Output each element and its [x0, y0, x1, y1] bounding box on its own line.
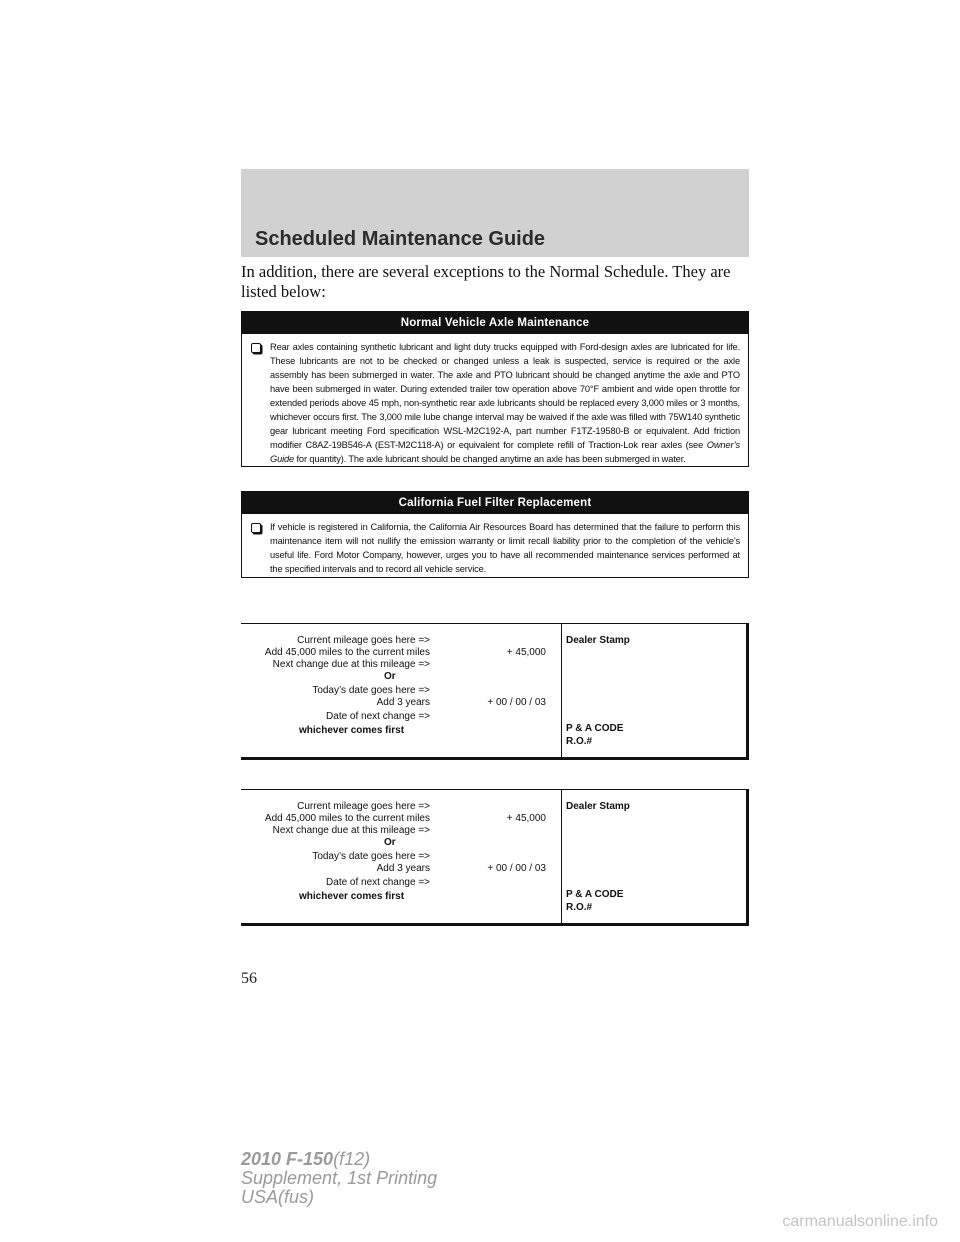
axle-box-title: Normal Vehicle Axle Maintenance	[242, 312, 748, 334]
add-years-value: + 00 / 00 / 03	[487, 697, 546, 708]
add-miles-label: Add 45,000 miles to the current miles	[264, 813, 430, 824]
ro-label: R.O.#	[566, 736, 593, 747]
date-next-label: Date of next change =>	[326, 877, 430, 888]
fuel-box-text: If vehicle is registered in California, the California Air Resources Board has determined that the failure to perform this maintenance item will not nullify the emission warranty or limit recall liability prior to the completion of the vehicle’s useful life. Ford Motor Company, however, urges you to have all recommended maintenance services performed at the specified intervals and to record all vehicle service.	[270, 522, 740, 574]
service-record-1	[241, 623, 749, 760]
or-label: Or	[384, 671, 396, 682]
whichever-label: whichever comes first	[299, 891, 405, 902]
fuel-box-title: California Fuel Filter Replacement	[242, 492, 748, 514]
axle-box-body	[242, 334, 748, 472]
footer-model: 2010 F-150	[241, 1149, 334, 1169]
service-record-2	[241, 789, 749, 926]
dealer-stamp-label: Dealer Stamp	[566, 635, 630, 646]
watermark-text: carmanualsonline.info	[782, 1213, 938, 1230]
footer-edition	[241, 1150, 437, 1207]
add-miles-value: + 45,000	[506, 813, 546, 824]
footer-model-code: (f12)	[333, 1149, 371, 1169]
current-mileage-label: Current mileage goes here =>	[297, 801, 430, 812]
dealer-stamp-label: Dealer Stamp	[566, 801, 630, 812]
next-change-label: Next change due at this mileage =>	[272, 825, 430, 836]
add-miles-value: + 45,000	[506, 647, 546, 658]
page-number: 56	[241, 970, 257, 987]
fuel-box-body	[242, 514, 748, 582]
axle-maintenance-box	[241, 311, 749, 467]
pa-code-label: P & A CODE	[566, 723, 624, 734]
footer-market-code: (fus)	[278, 1187, 315, 1207]
todays-date-label: Today’s date goes here =>	[312, 851, 430, 862]
checkbox-icon[interactable]	[251, 523, 261, 533]
footer-printing: Supplement, 1st Printing	[241, 1168, 438, 1188]
section-title: Scheduled Maintenance Guide	[255, 228, 546, 250]
add-years-label: Add 3 years	[376, 697, 430, 708]
add-years-label: Add 3 years	[376, 863, 430, 874]
footer-market: USA	[241, 1187, 279, 1207]
or-label: Or	[384, 837, 396, 848]
section-header-band	[241, 169, 749, 257]
date-next-label: Date of next change =>	[326, 711, 430, 722]
checkbox-icon[interactable]	[251, 343, 261, 353]
add-miles-label: Add 45,000 miles to the current miles	[264, 647, 430, 658]
todays-date-label: Today’s date goes here =>	[312, 685, 430, 696]
fuel-filter-box	[241, 491, 749, 578]
ro-label: R.O.#	[566, 902, 593, 913]
current-mileage-label: Current mileage goes here =>	[297, 635, 430, 646]
record-divider	[561, 790, 562, 923]
intro-paragraph: In addition, there are several exceptions to the Normal Schedule. They are listed below:	[241, 262, 731, 301]
add-years-value: + 00 / 00 / 03	[487, 863, 546, 874]
pa-code-label: P & A CODE	[566, 889, 624, 900]
next-change-label: Next change due at this mileage =>	[272, 659, 430, 670]
axle-box-text: Rear axles containing synthetic lubricant and light duty trucks equipped with Ford-design axles are lubricated for life. These lubricants are not to be checked or changed unless a leak is suspected, service is required or the axle assembly has been submerged in water. The axle and PTO lubricant should be changed anytime the axle and PTO have been submerged in water. During extended trailer tow operation above 70°F ambient and wide open throttle for extended periods above 45 mph, non-synthetic rear axle lubricants should be replaced every 3,000 miles or 3 months, whichever occurs first. The 3,000 mile lube change interval may be waived if the axle was filled with 75W140 synthetic gear lubricant meeting Ford specification WSL-M2C192-A, part number F1TZ-19580-B or equivalent. Add friction modifier C8AZ-19B546-A (EST-M2C118-A) or equivalent for complete refill of Traction-Lok rear axles (see Owner’s Guide for quantity). The axle lubricant should be changed anytime an axle has been submerged in water.	[270, 342, 740, 464]
whichever-label: whichever comes first	[299, 725, 405, 736]
record-divider	[561, 624, 562, 757]
